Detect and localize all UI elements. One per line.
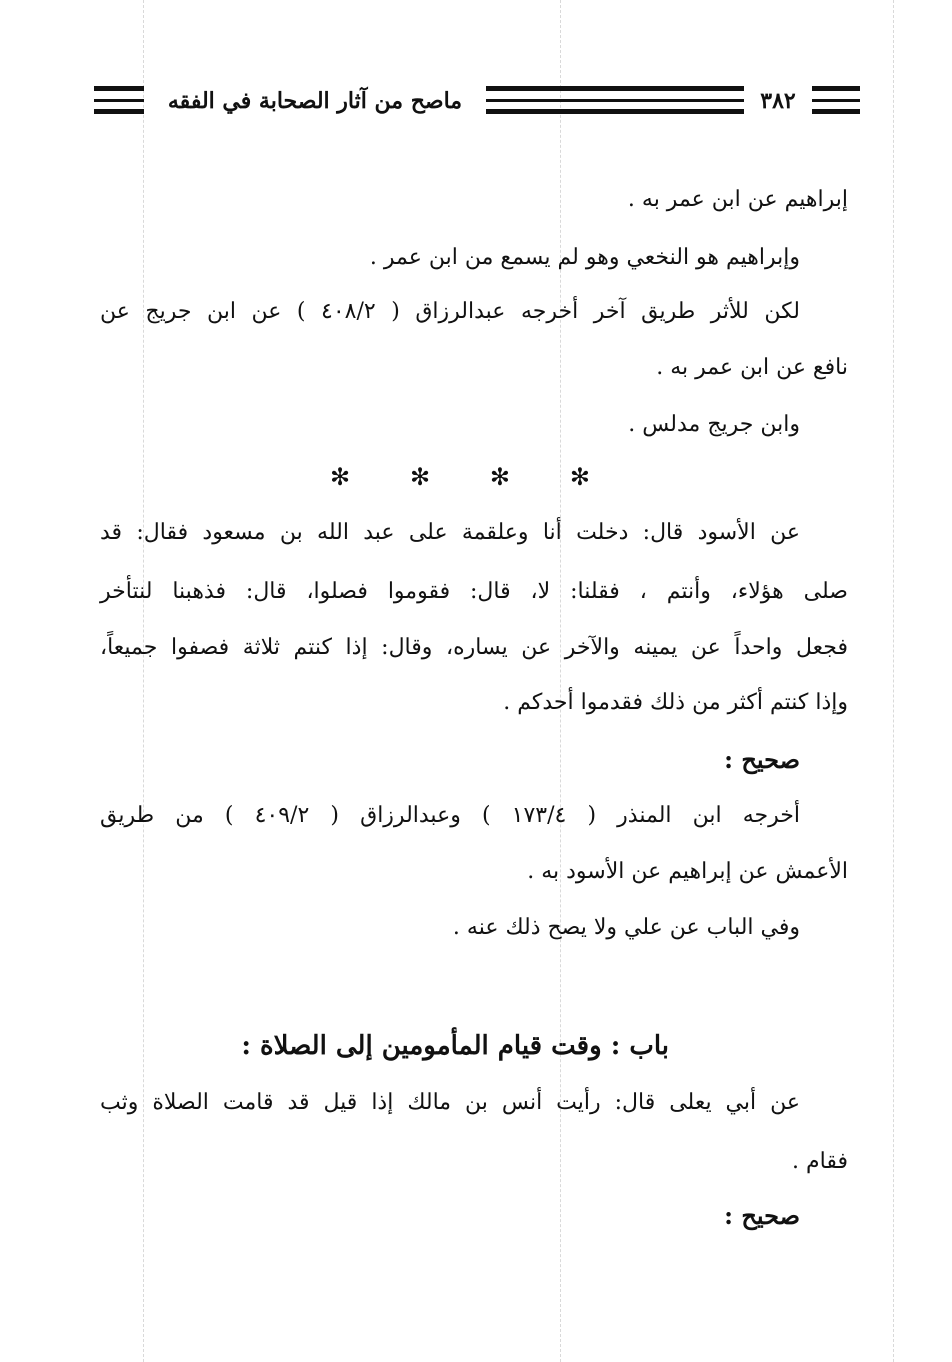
text-line: صلى هؤلاء، وأنتم ، فقلنا: لا، قال: فقوموا فصلوا، قال: فذهبنا لنتأخر [100,579,848,604]
header-rule-middle [486,86,744,114]
text-line: عن الأسود قال: دخلت أنا وعلقمة على عبد الله بن مسعود فقال: قد [100,520,800,545]
text-line: إبراهيم عن ابن عمر به . [627,187,848,212]
text-line: وإذا كنتم أكثر من ذلك فقدموا أحدكم . [503,690,848,715]
header-rule-right [812,86,860,114]
text-line: عن أبي يعلى قال: رأيت أنس بن مالك إذا قيل قد قامت الصلاة وثب [100,1090,800,1115]
grade-label: صحيح : [724,745,800,774]
grade-label: صحيح : [724,1201,800,1230]
scan-guide-line [893,0,894,1362]
asterism-icon: ✻ [409,463,431,491]
text-line: وإبراهيم هو النخعي وهو لم يسمع من ابن عمر . [369,245,800,270]
takhrij-line: الأعمش عن إبراهيم عن الأسود به . [527,859,848,884]
text-line: لكن للأثر طريق آخر أخرجه عبدالرزاق ( ٤٠٨/٢ ) عن ابن جريج عن [100,299,800,324]
chapter-heading: باب : وقت قيام المأمومين إلى الصلاة : [241,1031,669,1061]
header-page-number: ٣٨٢ [760,88,796,114]
text-line: نافع عن ابن عمر به . [656,355,848,380]
asterism-icon: ✻ [330,463,351,491]
takhrij-line: أخرجه ابن المنذر ( ١٧٣/٤ ) وعبدالرزاق ( ٤٠٩/٢ ) من طريق [100,803,800,828]
asterism-icon: ✻ [569,463,590,491]
text-line: وابن جريج مدلس . [628,412,800,437]
asterism-icon: ✻ [489,463,511,491]
scan-guide-line [560,0,561,1362]
header-book-title: ماصح من آثار الصحابة في الفقه [167,88,463,114]
text-line: فقام . [792,1149,848,1174]
takhrij-line: وفي الباب عن علي ولا يصح ذلك عنه . [452,915,800,940]
scan-guide-line [143,0,144,1362]
section-separator [330,462,590,492]
text-line: فجعل واحداً عن يمينه والآخر عن يساره، وقال: إذا كنتم ثلاثة فصفوا جميعاً، [100,635,848,660]
header-rule-left [94,86,144,114]
